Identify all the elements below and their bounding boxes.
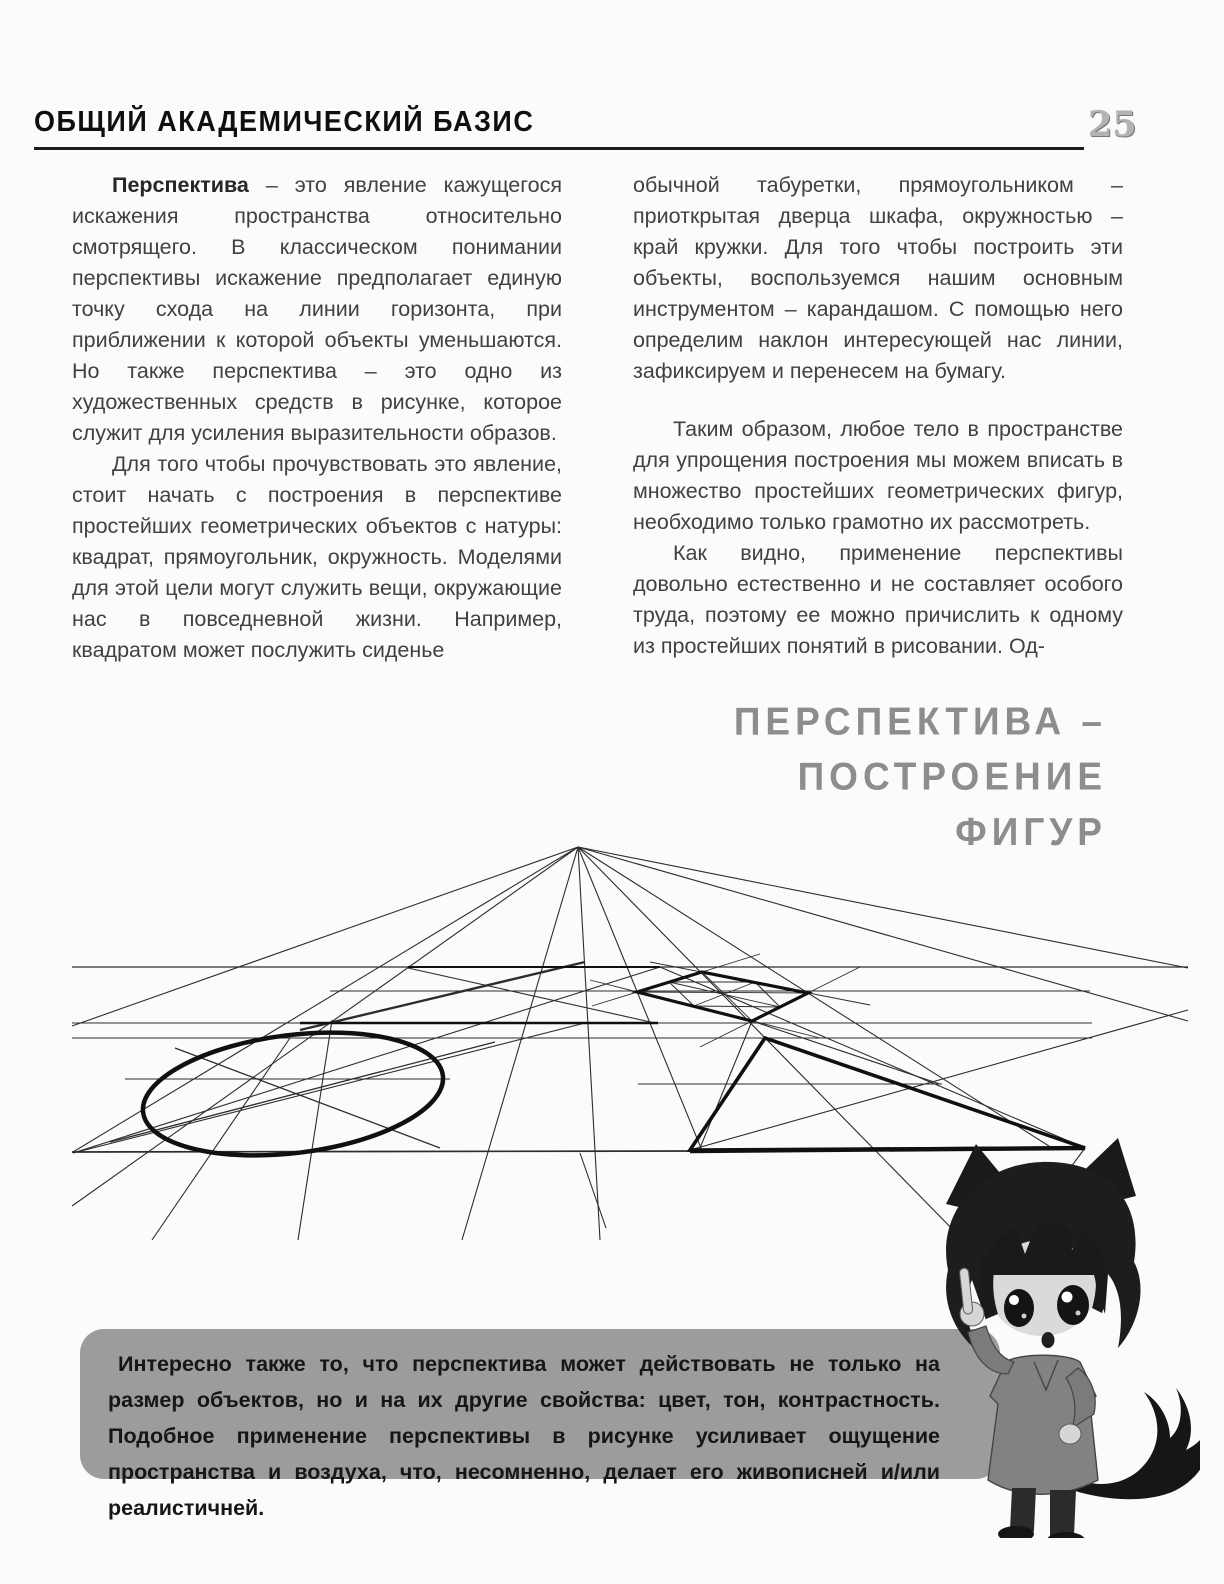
paragraph: Для того чтобы прочувствовать это явление, стоит начать с построения в перспективе простейших геометрических объектов с натуры: квадрат, прямоугольник, окружность. Моделями для этой цели могут служить вещи, окружающие нас в повседневной жизни. Например, квадратом может послужить сиденье [72, 452, 562, 662]
header-rule [34, 147, 1084, 150]
open-mouth [1042, 1332, 1055, 1348]
heavy-shape-strokes [300, 967, 660, 1023]
paragraph: обычной табуретки, прямоугольником – приоткрытая дверца шкафа, окружностью – край кружки. Для того чтобы построить эти объекты, воспользуемся нашим основным инструментом – карандашом. С помощью него определим наклон интересующей нас линии, зафиксируем и перенесем на бумагу. [633, 173, 1123, 383]
raised-arm-sleeve [968, 1326, 1014, 1374]
paragraph-lead-word: Перспектива [112, 173, 249, 197]
paragraph: Как видно, применение перспективы довольно естественно и не составляет особого труда, поэтому ее можно причислить к одному из простейших понятий в рисовании. Од- [633, 541, 1123, 658]
fist [1059, 1424, 1081, 1444]
section-heading-line: ПОСТРОЕНИЕ [797, 755, 1107, 798]
note-box [80, 1329, 1000, 1520]
paragraph: Таким образом, любое тело в пространстве для упрощения построения мы можем вписать в множество простейших геометрических фигур, необходимо только грамотно их рассмотреть. [633, 417, 1123, 534]
article-right-column [633, 170, 1123, 662]
paragraph-text: – это явление кажущегося искажения пространства относительно смотрящего. В классическом понимании перспективы искажение предполагает единую точку схода на линии горизонта, при приближении к которой объекты уменьшаются. Но также перспектива – это одно из художественных средств в рисунке, которое служит для усиления выразительности образов. [72, 173, 562, 445]
square-in-perspective [637, 972, 808, 1021]
page-number: 25 [1088, 104, 1137, 145]
section-heading-line: ПЕРСПЕКТИВА – [733, 700, 1107, 743]
paragraph [72, 170, 562, 449]
article-left-column [72, 170, 562, 666]
page-header-title: ОБЩИЙ АКАДЕМИЧЕСКИЙ БАЗИС [34, 106, 535, 138]
note-box-text: Интересно также то, что перспектива может действовать не только на размер объектов, но и на их другие свойства: цвет, тон, контрастность. Подобное применение перспективы в рисунке усиливает ощущение пространства и воздуха, что, несомненно, делает его живописней и/или реалистичней. [108, 1352, 940, 1520]
mascot-character [920, 1138, 1200, 1538]
section-heading-line: ФИГУР [955, 810, 1107, 854]
